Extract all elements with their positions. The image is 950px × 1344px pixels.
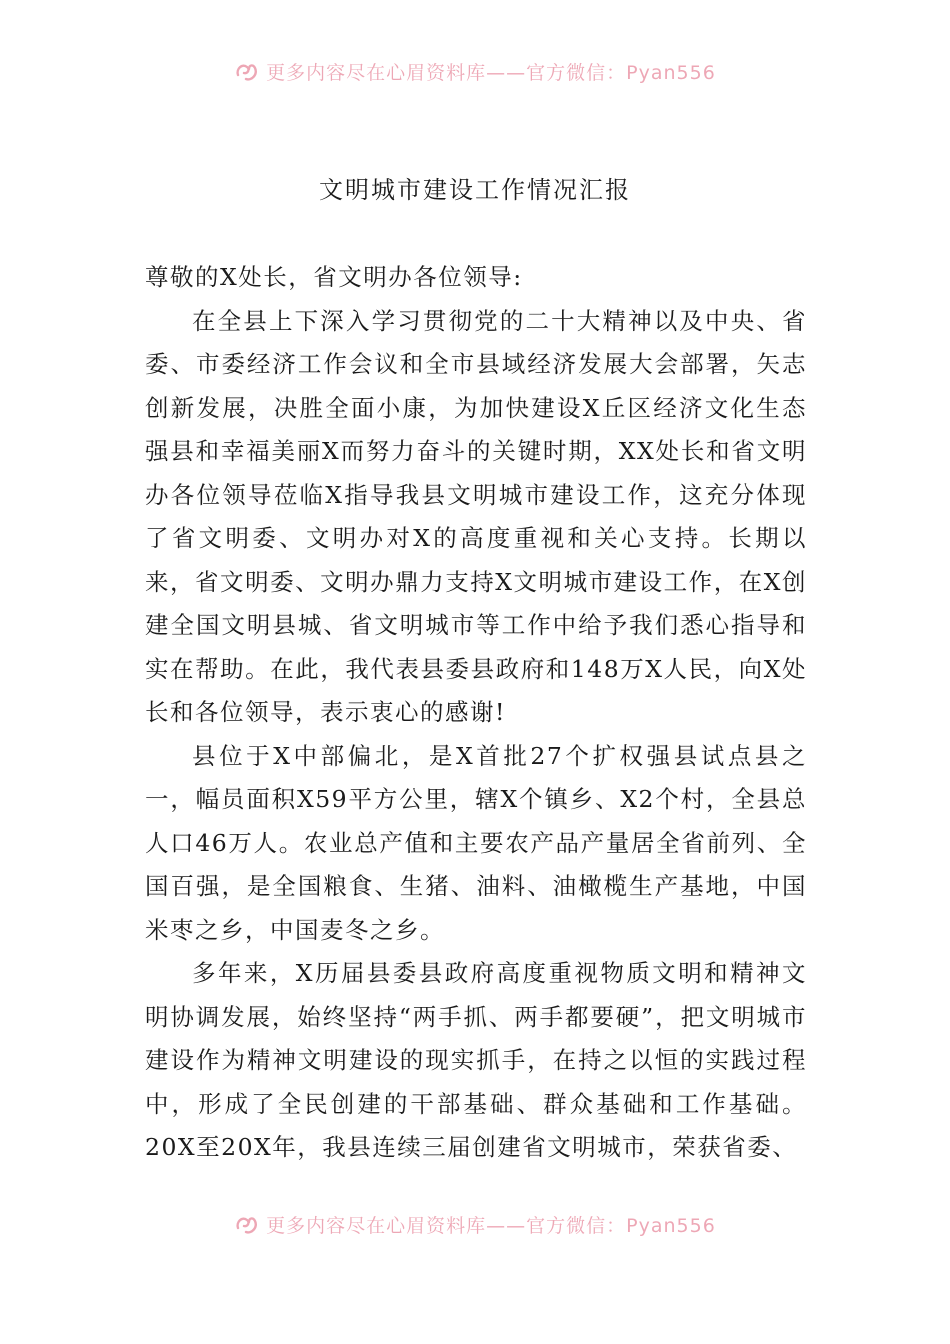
watermark-text: 更多内容尽在心眉资料库——官方微信：Pyan556 bbox=[266, 1214, 716, 1237]
body-paragraph: 县位于X中部偏北，是X首批27个扩权强县试点县之一，幅员面积X59平方公里，辖X个镇乡、X2个村，全县总人口46万人。农业总产值和主要农产品产量居全省前列、全国百强，是全国粮食、生猪、油料、油橄榄生产基地，中国米枣之乡，中国麦冬之乡。 bbox=[145, 741, 807, 944]
header-watermark bbox=[0, 56, 950, 86]
watermark-logo-icon bbox=[234, 59, 260, 83]
watermark-text: 更多内容尽在心眉资料库——官方微信：Pyan556 bbox=[266, 61, 716, 84]
document-body bbox=[145, 256, 807, 1170]
footer-watermark bbox=[0, 1209, 950, 1239]
body-paragraph: 多年来，X历届县委县政府高度重视物质文明和精神文明协调发展，始终坚持“两手抓、两手都要硬”，把文明城市建设作为精神文明建设的现实抓手，在持之以恒的实践过程中，形成了全民创建的干部基础、群众基础和工作基础。20X至20X年，我县连续三届创建省文明城市，荣获省委、 bbox=[145, 959, 807, 1161]
document-title: 文明城市建设工作情况汇报 bbox=[319, 176, 631, 204]
body-paragraph: 在全县上下深入学习贯彻党的二十大精神以及中央、省委、市委经济工作会议和全市县域经济发展大会部署，矢志创新发展，决胜全面小康，为加快建设X丘区经济文化生态强县和幸福美丽X而努力奋斗的关键时期，XX处长和省文明办各位领导莅临X指导我县文明城市建设工作，这充分体现了省文明委、文明办对X的高度重视和关心支持。长期以来，省文明委、文明办鼎力支持X文明城市建设工作，在X创建全国文明县城、省文明城市等工作中给予我们悉心指导和实在帮助。在此，我代表县委县政府和148万X人民，向X处长和各位领导，表示衷心的感谢! bbox=[145, 306, 807, 726]
salutation: 尊敬的X处长，省文明办各位领导: bbox=[145, 263, 523, 291]
watermark-logo-icon bbox=[234, 1212, 260, 1236]
